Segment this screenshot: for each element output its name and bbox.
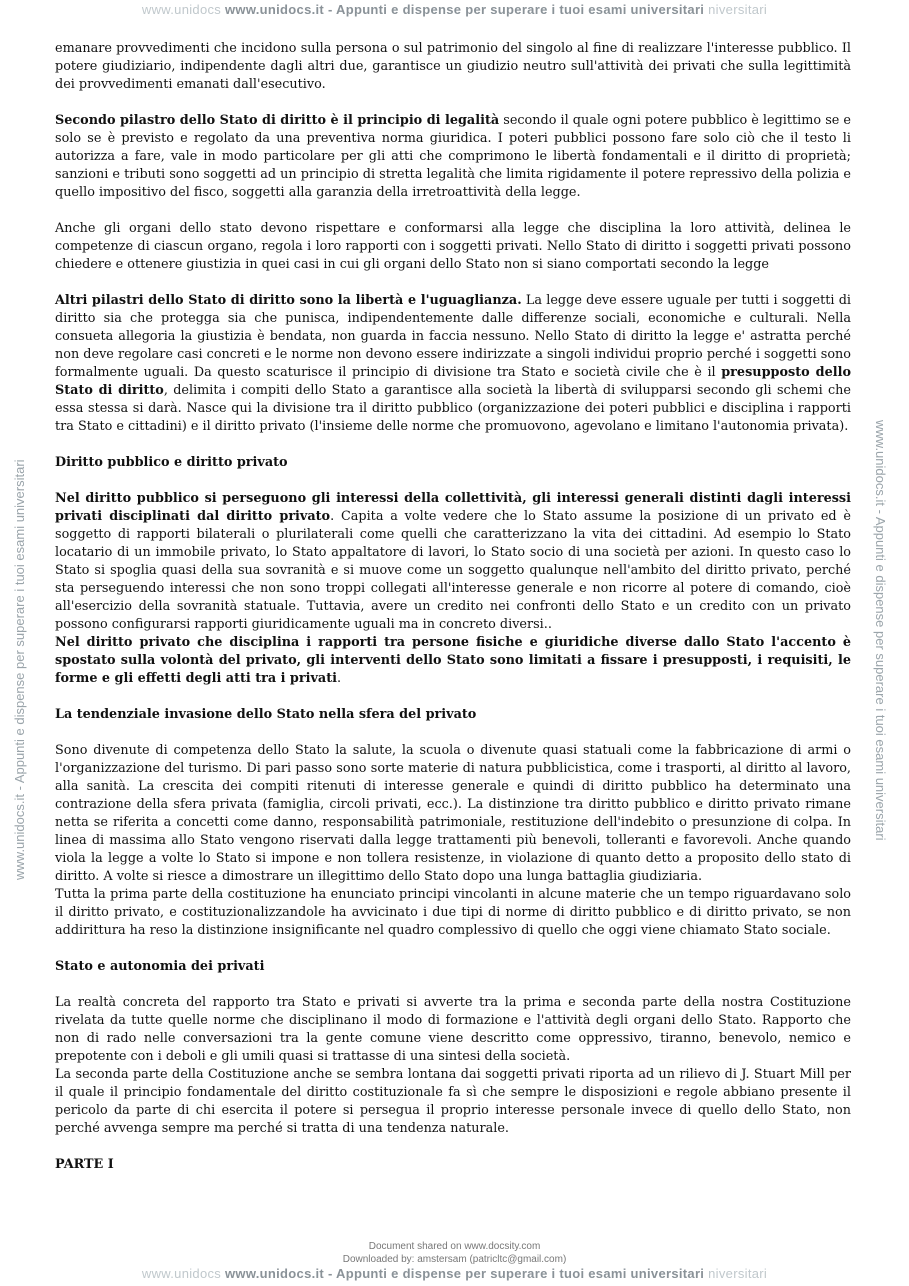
paragraph-2 xyxy=(55,112,851,202)
banner-text: www.unidocs.it - Appunti e dispense per superare i tuoi esami universitari xyxy=(225,2,705,17)
heading-diritto-pubblico-privato: Diritto pubblico e diritto privato xyxy=(55,455,288,470)
paragraph-7: Sono divenute di competenza dello Stato la salute, la scuola o divenute quasi statuali come la fabbricazione di armi o l'organizzazione del turismo. Di pari passo sono sorte materie di natura pubblicistica, come i trasporti, al diritto al lavoro, alla sanità. La crescita dei compiti ritenuti di interesse generale e quindi di diritto pubblico ha determinato una contrazione della sfera privata (famiglia, circoli privati, ecc.). La distinzione tra diritto pubblico e diritto privato rimane netta se riferita a concetti come danno, responsabilità patrimoniale, restituzione dell'indebito o presunzione di colpa. In linea di massima allo Stato vengono riservati dalla legge trattamenti più benevoli, tolleranti e favorevoli. Anche quando viola la legge a volte lo Stato si impone e non tollera resistenze, in violazione di quanto detto a proposito dello stato di diritto. A volte si riesce a dimostrare un illegittimo dello Stato dopo una lunga battaglia giudiziaria. xyxy=(55,743,851,884)
heading-invasione-stato: La tendenziale invasione dello Stato nella sfera del privato xyxy=(55,707,477,722)
paragraph-4-bold-2: presupposto dello Stato di diritto xyxy=(55,365,851,398)
document-body xyxy=(55,40,851,1192)
paragraph-4 xyxy=(55,292,851,436)
paragraph-10: La seconda parte della Costituzione anche se sembra lontana dai soggetti privati riporta ad un rilievo di J. Stuart Mill per il quale il principio fondamentale del diritto costituzionale fa sì che sempre le disposizioni e regole abbiano presente il pericolo da parte di chi esercita il potere si persegua il proprio interesse personale invece di quello dello Stato, non perché avvenga sempre ma perché si tratta di una tendenza naturale. xyxy=(55,1067,851,1136)
banner-faded-right: niversitari xyxy=(708,1266,768,1281)
paragraph-6-text: . xyxy=(336,671,342,686)
banner-faded-right: niversitari xyxy=(708,2,768,17)
bottom-watermark-banner xyxy=(0,1266,909,1281)
top-watermark-banner xyxy=(0,2,909,17)
paragraph-4-text-1: La legge deve essere uguale per tutti i soggetti di diritto sia che protegga sia che punisca, indipendentemente dalle differenze sociali, economiche e culturali. Nella consueta allegoria la giustizia è bendata, non guarda in faccia nessuno. Nello Stato di diritto la legge e' astratta perché non deve regolare casi concreti e le norme non devono essere indirizzate a singoli individui proprio perché i soggetti sono formalmente uguali. Da questo scaturisce il principio di divisione tra Stato e società civile che è il xyxy=(55,293,851,380)
heading-parte-i: PARTE I xyxy=(55,1157,114,1172)
paragraph-5-bold: Nel diritto pubblico si perseguono gli interessi della collettività, gli interessi generali distinti dagli interessi privati disciplinati dal diritto privato xyxy=(55,491,851,524)
paragraph-6 xyxy=(55,634,851,688)
banner-faded-left: www.unidocs xyxy=(141,2,222,17)
paragraph-4-text-2: , delimita i compiti dello Stato a garantisce alla società la libertà di svilupparsi secondo gli schemi che essa stessa si darà. Nasce qui la divisione tra il diritto pubblico (organizzazione dei poteri pubblici e disciplina i rapporti tra Stato e cittadini) e il diritto privato (l'insieme delle norme che promuovono, agevolano e limitano l'autonomia privata). xyxy=(55,383,851,434)
paragraph-5-text: . Capita a volte vedere che lo Stato assume la posizione di un privato ed è soggetto di rapporti bilaterali o plurilaterali come quelli che caratterizzano la vita dei cittadini. Ad esempio lo Stato locatario di un immobile privato, lo Stato appaltatore di lavori, lo Stato socio di una società per azioni. In questo caso lo Stato si spoglia quasi della sua sovranità e si muove come un soggetto qualunque nell'ambito del diritto privato, perché sta perseguendo interessi che non sono troppi collegati all'interesse generale e non ricorre al potere di comando, cioè all'esercizio della sovranità statuale. Tuttavia, avere un credito nei confronti dello Stato e un credito con un privato possono configurarsi rapporti giuridicamente uguali ma in concreto diversi.. xyxy=(55,509,851,632)
paragraph-3: Anche gli organi dello stato devono rispettare e conformarsi alla legge che disciplina la loro attività, delinea le competenze di ciascun organo, regola i loro rapporti con i soggetti privati. Nello Stato di diritto i soggetti privati possono chiedere e ottenere giustizia in quei casi in cui gli organi dello Stato non si siano comportati secondo la legge xyxy=(55,221,851,272)
footer-shared-line: Document shared on www.docsity.com xyxy=(368,1241,541,1252)
paragraph-5 xyxy=(55,490,851,634)
paragraph-6-bold: Nel diritto privato che disciplina i rapporti tra persone fisiche e giuridiche diverse dallo Stato l'accento è spostato sulla volontà del privato, gli interventi dello Stato sono limitati a fissare i presupposti, i requisiti, le forme e gli effetti degli atti tra i privati xyxy=(55,635,851,686)
left-side-watermark-text: www.unidocs.it - Appunti e dispense per superare i tuoi esami universitari xyxy=(12,459,27,880)
banner-text: www.unidocs.it - Appunti e dispense per superare i tuoi esami universitari xyxy=(225,1266,705,1281)
heading-stato-autonomia: Stato e autonomia dei privati xyxy=(55,959,265,974)
paragraph-2-bold: Secondo pilastro dello Stato di diritto è il principio di legalità xyxy=(55,113,500,128)
right-side-watermark xyxy=(873,420,888,841)
banner-faded-left: www.unidocs xyxy=(141,1266,222,1281)
paragraph-4-bold-1: Altri pilastri dello Stato di diritto sono la libertà e l'uguaglianza. xyxy=(55,293,522,308)
right-side-watermark-text: www.unidocs.it - Appunti e dispense per superare i tuoi esami universitari xyxy=(873,420,888,841)
paragraph-9: La realtà concreta del rapporto tra Stato e privati si avverte tra la prima e seconda parte della nostra Costituzione rivelata da tutte quelle norme che disciplinano il modo di formazione e l'attività degli organi dello Stato. Rapporto che non di rado nelle conversazioni tra la gente comune viene descritto come oppressivo, tiranno, benevolo, nemico e prepotente con i deboli e gli umili quasi si trattasse di una sintesi della società. xyxy=(55,995,851,1064)
paragraph-1: emanare provvedimenti che incidono sulla persona o sul patrimonio del singolo al fine di realizzare l'interesse pubblico. Il potere giudiziario, indipendente dagli altri due, garantisce un giudizio neutro sull'attività dei privati che sulla legittimità dei provvedimenti emanati dall'esecutivo. xyxy=(55,41,851,92)
paragraph-8: Tutta la prima parte della costituzione ha enunciato principi vincolanti in alcune materie che un tempo riguardavano solo il diritto privato, e costituzionalizzandole ha avvicinato i due tipi di norme di diritto pubblico e di diritto privato, se non addirittura ha reso la distinzione insignificante nel quadro complessivo di quello che oggi viene chiamato Stato sociale. xyxy=(55,887,851,938)
left-side-watermark xyxy=(12,459,27,880)
footer-downloaded-line: Downloaded by: amstersam (patricltc@gmail.com) xyxy=(342,1254,567,1265)
paragraph-2-text: secondo il quale ogni potere pubblico è legittimo se e solo se è previsto e regolato da una preventiva norma giuridica. I poteri pubblici possono fare solo ciò che il testo li autorizza a fare, vale in modo particolare per gli atti che comprimono le libertà fondamentali e il diritto di proprietà; sanzioni e tributi sono soggetti ad un principio di stretta legalità che limita rigidamente il potere repressivo della polizia e quello impositivo del fisco, soggetti alla garanzia della irretroattività della legge. xyxy=(55,113,851,200)
